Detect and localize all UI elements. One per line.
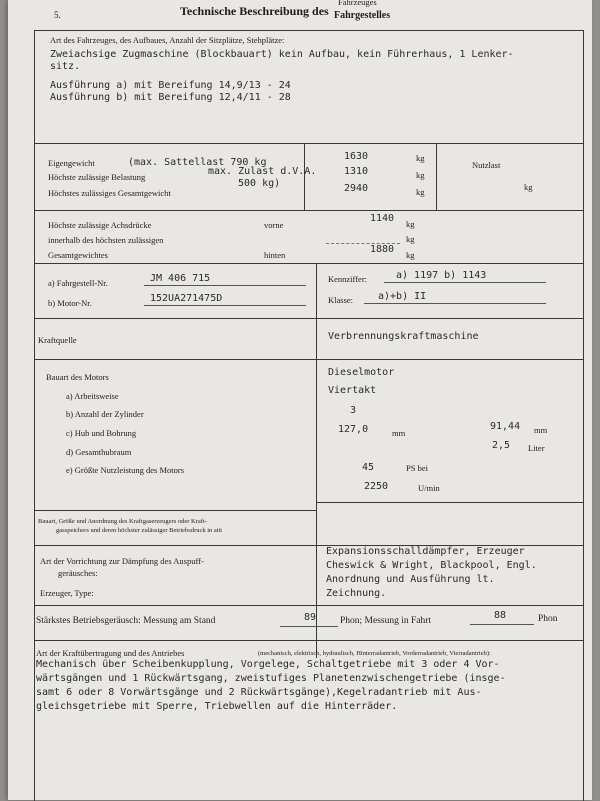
vehicle-type-label: Art des Fahrzeuges, des Aufbaues, Anzahl der Sitzplätze, Stehplätze: xyxy=(50,35,285,45)
engine-title: Bauart des Motors xyxy=(46,372,109,382)
version-a: Ausführung a) mit Bereifung 14,9/13 - 24 xyxy=(50,80,291,91)
axle-label-3: Gesamtgewichtes xyxy=(48,250,108,260)
engine-item-stroke-bore: c) Hub und Bohrung xyxy=(66,428,137,438)
gas-tank-line2: gasspeichers und deren höchster zulässiger Betriebsdruck in atü xyxy=(56,527,222,534)
drivetrain-line1: Mechanisch über Scheibenkupplung, Vorgelege, Schaltgetriebe mit 3 oder 4 Vor- xyxy=(36,659,500,670)
silencer-line2: Cheswick & Wright, Blackpool, Engl. xyxy=(326,560,537,571)
silencer-maker-label: Erzeuger, Type: xyxy=(40,588,94,598)
noise-stand-label: Stärkstes Betriebsgeräusch: Messung am Stand xyxy=(36,616,216,626)
engine-item-operation: a) Arbeitsweise xyxy=(66,391,119,401)
noise-drive-value: 88 xyxy=(494,610,507,621)
code-label: Kennziffer: xyxy=(328,274,368,284)
gross-weight-unit: kg xyxy=(416,187,425,197)
bore-unit: mm xyxy=(534,425,548,435)
max-load-value: 1310 xyxy=(344,166,369,177)
engine-cycle-value: Viertakt xyxy=(328,385,377,396)
title-option-chassis: Fahrgestelles xyxy=(334,10,391,21)
noise-unit: Phon xyxy=(538,614,558,624)
power-source-label: Kraftquelle xyxy=(38,335,77,345)
payload-label: Nutzlast xyxy=(472,160,501,170)
displacement-value: 2,5 xyxy=(492,440,511,451)
stroke-unit: mm xyxy=(392,428,406,438)
front-axle-label: vorne xyxy=(264,220,284,230)
drivetrain-line4: gleichsgetriebe mit Sperre, Triebwellen auf die Hinterräder. xyxy=(36,701,398,712)
class-label: Klasse: xyxy=(328,295,354,305)
page-title: Technische Beschreibung des xyxy=(180,4,329,18)
empty-weight-note: (max. Sattellast 790 kg xyxy=(128,157,267,168)
mid-axle-unit: kg xyxy=(406,234,415,244)
power-source-value: Verbrennungskraftmaschine xyxy=(328,331,479,342)
chassis-number-label: a) Fahrgestell-Nr. xyxy=(48,278,108,288)
power-output-value: 45 xyxy=(362,462,375,473)
rear-axle-unit: kg xyxy=(406,250,415,260)
rpm-value: 2250 xyxy=(364,481,389,492)
chassis-number-value: JM 406 715 xyxy=(150,273,211,284)
axle-label-1: Höchste zulässige Achsdrücke xyxy=(48,220,152,230)
max-load-label: Höchste zulässige Belastung xyxy=(48,172,146,182)
engine-number-label: b) Motor-Nr. xyxy=(48,298,92,308)
version-b: Ausführung b) mit Bereifung 12,4/11 - 28 xyxy=(50,92,291,103)
drivetrain-line2: wärtsgängen und 1 Rückwärtsgang, zweistufiges Planetenzwischengetriebe (insge- xyxy=(36,673,506,684)
rear-axle-label: hinten xyxy=(264,250,286,260)
noise-drive-label: Phon; Messung in Fahrt xyxy=(340,616,432,626)
gas-tank-line1: Bauart, Größe und Anordnung des Kraftgaserzeugers oder Kraft- xyxy=(38,518,207,525)
silencer-line3: Anordnung und Ausführung lt. xyxy=(326,574,495,585)
front-axle-value: 1140 xyxy=(370,213,395,224)
silencer-line4: Zeichnung. xyxy=(326,588,387,599)
engine-type-value: Dieselmotor xyxy=(328,367,395,378)
drivetrain-label-note: (mechanisch, elektrisch, hydraulisch, Hinterradantrieb, Vorderradantrieb, Vierradantrieb): xyxy=(258,650,491,657)
page-number: 5. xyxy=(54,10,61,20)
rpm-unit: U/min xyxy=(418,483,440,493)
vehicle-type-line2: sitz. xyxy=(50,61,81,72)
drivetrain-line3: samt 6 oder 8 Vorwärtsgänge und 2 Rückwärtsgänge),Kegelradantrieb mit Aus- xyxy=(36,687,482,698)
empty-weight-label: Eigengewicht xyxy=(48,158,95,168)
drivetrain-label: Art der Kraftübertragung und des Antriebes xyxy=(36,648,185,658)
silencer-label-2: geräusches: xyxy=(58,568,98,578)
gross-weight-value: 2940 xyxy=(344,183,369,194)
gross-weight-label: Höchstes zulässiges Gesamtgewicht xyxy=(48,188,171,198)
cylinders-value: 3 xyxy=(350,405,357,416)
noise-stand-value: 89 xyxy=(304,612,317,623)
silencer-line1: Expansionsschalldämpfer, Erzeuger xyxy=(326,546,525,557)
engine-item-displacement: d) Gesamthubraum xyxy=(66,447,132,457)
vehicle-type-line1: Zweiachsige Zugmaschine (Blockbauart) kein Aufbau, kein Führerhaus, 1 Lenker- xyxy=(50,49,514,60)
rear-axle-value: 1880 xyxy=(370,244,395,255)
title-option-vehicle: Fahrzeuges xyxy=(338,0,377,7)
engine-item-power: e) Größte Nutzleistung des Motors xyxy=(66,465,185,475)
max-load-note-2: 500 kg) xyxy=(238,178,281,189)
empty-weight-value: 1630 xyxy=(344,151,369,162)
max-load-unit: kg xyxy=(416,170,425,180)
payload-unit: kg xyxy=(524,182,533,192)
class-value: a)+b) II xyxy=(378,291,427,302)
engine-number-value: 152UA271475D xyxy=(150,293,223,304)
empty-weight-unit: kg xyxy=(416,153,425,163)
axle-label-2: innerhalb des höchsten zulässigen xyxy=(48,235,164,245)
document-page xyxy=(8,0,592,800)
engine-item-cylinders: b) Anzahl der Zylinder xyxy=(66,409,144,419)
silencer-label-1: Art der Vorrichtung zur Dämpfung des Auspuff- xyxy=(40,556,204,566)
displacement-unit: Liter xyxy=(528,443,545,453)
bore-value: 91,44 xyxy=(490,421,521,432)
max-load-note-1: max. Zulast d.V.A. xyxy=(208,166,317,177)
code-value: a) 1197 b) 1143 xyxy=(396,270,487,281)
front-axle-unit: kg xyxy=(406,219,415,229)
power-output-unit: PS bei xyxy=(406,463,428,473)
stroke-value: 127,0 xyxy=(338,424,369,435)
